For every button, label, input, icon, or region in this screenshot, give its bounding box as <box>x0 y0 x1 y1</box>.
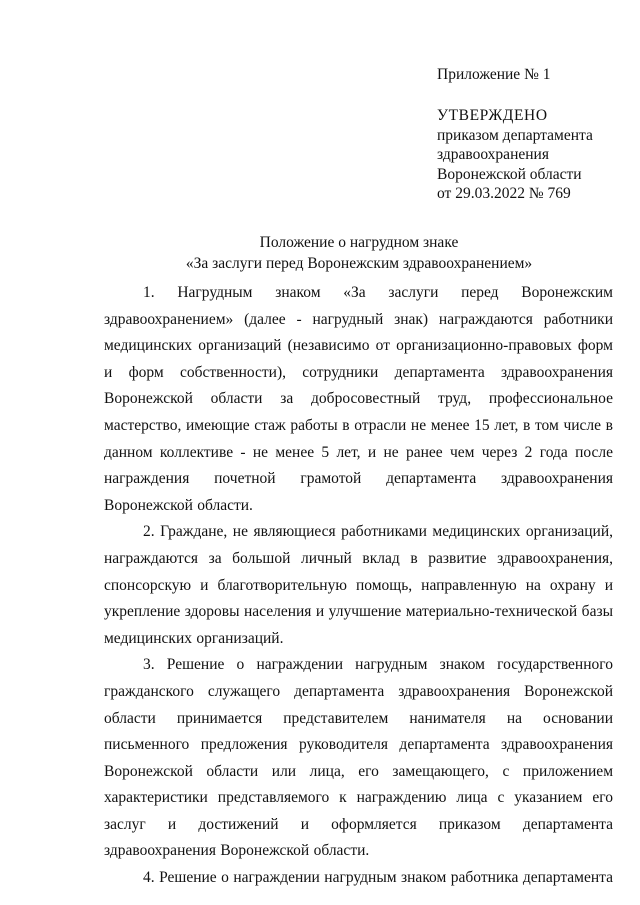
annex-label: Приложение № 1 <box>437 66 551 83</box>
paragraph-4: 4. Решение о награждении нагрудным знаком работника департамента <box>143 869 613 887</box>
document-body <box>104 280 613 892</box>
approval-date-number: от 29.03.2022 № 769 <box>437 185 571 202</box>
approved-title: УТВЕРЖДЕНО <box>437 107 548 124</box>
paragraph-2: 2. Граждане, не являющиеся работниками медицинских организаций, награждаются за большой личный вклад в развитие здравоохранения, спонсорскую и благотворительную помощь, направленную на охрану и укрепление здоровы населения и улучшение материально-технической базы медицинских организаций. <box>104 523 613 647</box>
approval-line: здравоохранения <box>437 146 549 163</box>
paragraph-1: 1. Нагрудным знаком «За заслуги перед Воронежским здравоохранением» (далее - нагрудный знак) награждаются работники медицинских организаций (независимо от организационно-правовых форм и форм собственности), сотрудники департамента здравоохранения Воронежской области за добросовестный труд, профессиональное мастерство, имеющие стаж работы в отрасли не менее 15 лет, в том числе в данном коллективе - не менее 5 лет, и не ранее чем через 2 года после награждения почетной грамотой департамента здравоохранения Воронежской области. <box>104 284 613 514</box>
approval-line: Воронежской области <box>437 165 582 183</box>
title-line-1: Положение о нагрудном знаке <box>259 234 459 251</box>
title-line-2: «За заслуги перед Воронежским здравоохранением» <box>185 255 533 272</box>
paragraph-3: 3. Решение о награждении нагрудным знаком государственного гражданского служащего департамента здравоохранения Воронежской области принимается представителем нанимателя на основании письменного предложения руководителя департамента здравоохранения Воронежской области или лица, его замещающего, с приложением характеристики представляемого к награждению лица с указанием его заслуг и достижений и оформляется приказом департамента здравоохранения Воронежской области. <box>104 656 613 860</box>
approval-line: приказом департамента <box>437 126 593 144</box>
document-title <box>100 232 618 274</box>
approval-block <box>437 106 593 204</box>
